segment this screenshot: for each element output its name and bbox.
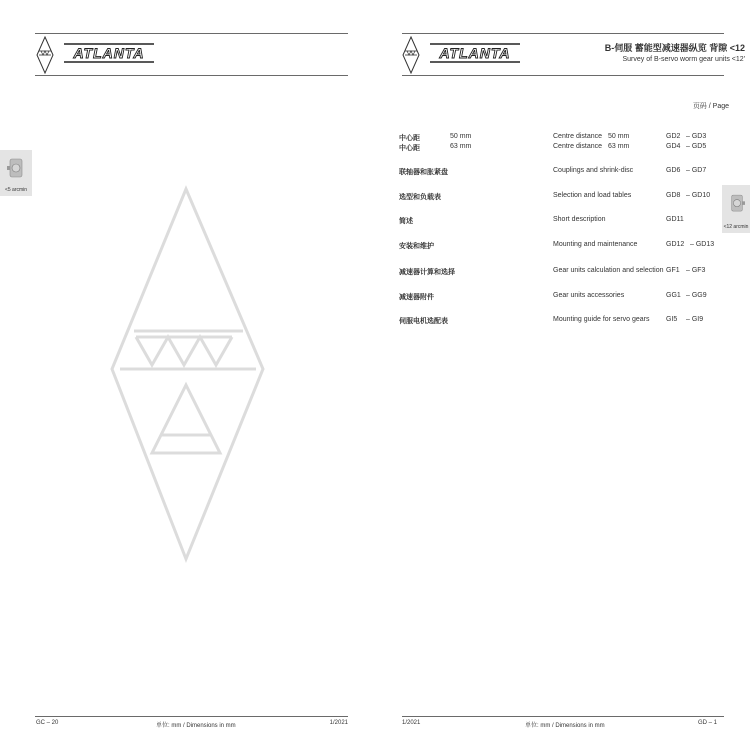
atlanta-diamond-logo-icon: [36, 36, 54, 74]
header-rule-bottom: [402, 75, 724, 76]
svg-text:ATLANTA: ATLANTA: [73, 45, 145, 61]
page-title: [605, 41, 745, 63]
atlanta-wordmark: [62, 42, 156, 66]
atlanta-wordmark: [428, 42, 522, 66]
footer-rule: [402, 716, 724, 717]
right-page: ATLANTA B-伺服 蓄能型减速器纵览 背隙 <12 Survey of B-servo worm gear units <12' 页码 / Page 中心距 50 mm Centre distance 50 mm GD2 – GD3 中心距 63 mm Centre distance 63 mm GD4 – GD5 联轴器和胀紧盘 Couplings and shrink-disc GD6 – GD7 选型和负载表 Selection and load tables GD8 – GD10 简述 Short description GD11 安装和维护 Mounting and maintenance GD12 – GD13 减速器计算和选择 Gear units calculation and selection GF1 – GF3 减速器附件 Gear units accessories GG1 – GG9 伺服电机选配表 Mounting guide for servo gears GI5 – GI9 <12 arcmin 1/2021 单位: mm / Dimensions in mm GD – 1: [375, 0, 750, 750]
atlanta-diamond-logo-icon: [402, 36, 420, 74]
title-chinese: B-伺服 蓄能型减速器纵览 背隙 <12: [604, 43, 745, 53]
header-rule-top: [402, 33, 724, 34]
footer-page-number: GC – 20: [36, 720, 59, 726]
side-tab-left[interactable]: [0, 150, 32, 196]
header-rule-top: [35, 33, 348, 34]
page-column-label: 页码 / Page: [692, 103, 729, 110]
gear-unit-icon: [729, 191, 745, 217]
side-tab-right[interactable]: [722, 185, 750, 233]
footer-edition: 1/2021: [402, 720, 421, 726]
svg-text:ATLANTA: ATLANTA: [439, 45, 511, 61]
footer-edition: 1/2021: [329, 720, 348, 726]
tab-label: <5 arcmin: [4, 187, 28, 193]
footer-units: 单位: mm / Dimensions in mm: [525, 723, 605, 729]
footer-rule: [35, 716, 348, 717]
gear-unit-icon: [7, 156, 25, 182]
diamond-watermark-icon: [108, 185, 268, 565]
header-rule-bottom: [35, 75, 348, 76]
tab-label: <12 arcmin: [723, 224, 749, 230]
title-english: Survey of B-servo worm gear units <12': [622, 56, 745, 63]
footer-units: 单位: mm / Dimensions in mm: [156, 723, 236, 729]
footer-page-number: GD – 1: [697, 720, 717, 726]
